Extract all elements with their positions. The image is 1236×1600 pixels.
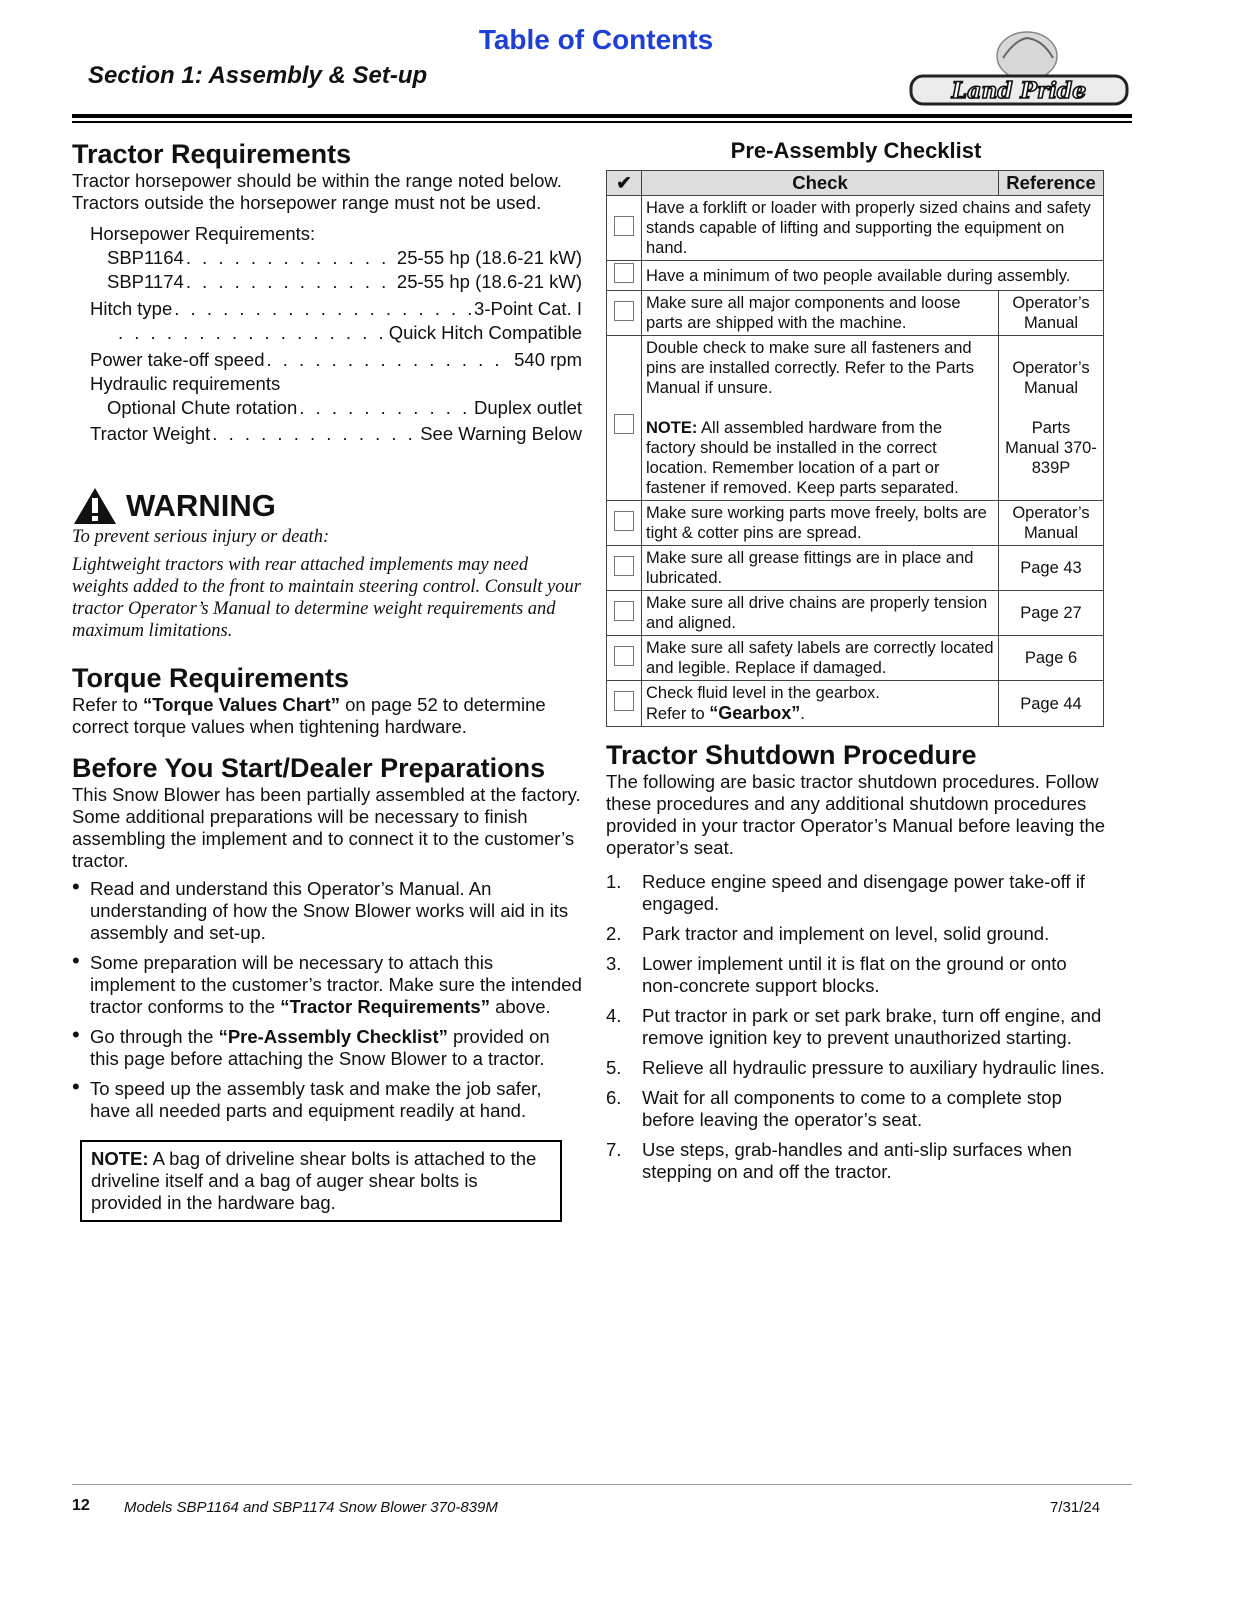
check-text-main: Double check to make sure all fasteners and pins are installed correctly. Refer to the Parts Manual if unsure.: [646, 339, 975, 397]
list-item: 1. Reduce engine speed and disengage power take-off if engaged.: [606, 871, 1085, 914]
left-column: [72, 138, 582, 1222]
list-item: • To speed up the assembly task and make the job safer, have all needed parts and equipment readily at hand.: [72, 1078, 582, 1122]
torque-text: [72, 694, 582, 738]
spec-value: Duplex outlet: [474, 397, 582, 418]
spec-row: [116, 321, 582, 345]
spec-row: [107, 396, 582, 420]
table-row: [607, 291, 1104, 336]
check-text: Have a forklift or loader with properly sized chains and safety stands capable of lifting and supporting the equipment on hand.: [642, 196, 1104, 261]
checkbox[interactable]: [614, 216, 634, 236]
list-item: 2. Park tractor and implement on level, solid ground.: [606, 923, 1050, 944]
tractor-requirements-intro: Tractor horsepower should be within the range noted below. Tractors outside the horsepower range must not be used.: [72, 170, 562, 213]
header-rule-thin: [72, 121, 1132, 123]
check-text: Make sure working parts move freely, bolts are tight & cotter pins are spread.: [642, 501, 999, 546]
spec-value: 540 rpm: [514, 349, 582, 370]
logo-text: Land Pride: [951, 78, 1087, 104]
checkbox[interactable]: [614, 601, 634, 621]
pre-assembly-checklist-link[interactable]: “Pre-Assembly Checklist”: [218, 1026, 448, 1047]
check-text: [642, 336, 999, 501]
spec-value: 3-Point Cat. I: [474, 298, 582, 319]
reference-note: Parts Manual 370-839P: [1005, 419, 1097, 477]
reference-text: [999, 336, 1104, 501]
checkbox[interactable]: [614, 414, 634, 434]
reference-text: Operator’s Manual: [999, 291, 1104, 336]
check-text: Make sure all drive chains are properly tension and aligned.: [642, 591, 999, 636]
reference-column-header: Reference: [999, 171, 1104, 196]
table-header-row: [607, 171, 1104, 196]
spec-label: Optional Chute rotation: [107, 397, 298, 418]
section-title: Section 1: Assembly & Set-up: [88, 62, 428, 89]
warning-triangle-icon: [72, 486, 118, 526]
check-mark-header: ✔: [607, 171, 642, 196]
table-row: [607, 546, 1104, 591]
check-text: Make sure all safety labels are correctly located and legible. Replace if damaged.: [642, 636, 999, 681]
list-item: • Read and understand this Operator’s Manual. An understanding of how the Snow Blower works will aid in its assembly and set-up.: [72, 878, 582, 944]
table-row: [607, 261, 1104, 291]
tractor-requirements-heading: Tractor Requirements: [72, 139, 352, 169]
header-rule: [72, 114, 1132, 118]
table-row: [607, 196, 1104, 261]
footer-model: Models SBP1164 and SBP1174 Snow Blower 370-839M: [124, 1499, 498, 1516]
list-item: 4. Put tractor in park or set park brake, turn off engine, and remove ignition key to prevent unauthorized starting.: [606, 1005, 1102, 1048]
reference-link[interactable]: Page 44: [999, 681, 1104, 727]
checkbox[interactable]: [614, 301, 634, 321]
torque-heading: Torque Requirements: [72, 663, 350, 693]
list-item: 5. Relieve all hydraulic pressure to auxiliary hydraulic lines.: [606, 1057, 1105, 1078]
warning-title: WARNING: [126, 488, 276, 523]
tractor-requirements-link[interactable]: “Tractor Requirements”: [280, 996, 490, 1017]
spec-label: Power take-off speed: [90, 349, 265, 370]
shutdown-steps: [606, 871, 1106, 1183]
spec-value: Quick Hitch Compatible: [388, 322, 582, 343]
warning-header: [72, 486, 582, 526]
list-item: 6. Wait for all components to come to a complete stop before leaving the operator’s seat.: [606, 1087, 1062, 1130]
warning-body: Lightweight tractors with rear attached implements may need weights added to the front to maintain steering control. Consult your tractor Operator’s Manual to determine weight requirements and maximum limitations.: [72, 555, 581, 641]
table-row: [607, 336, 1104, 501]
spec-value: 25-55 hp (18.6-21 kW): [396, 271, 582, 292]
list-item: • Go through the “Pre-Assembly Checklist” provided on this page before attaching the Snow Blower to a tractor.: [72, 1026, 582, 1070]
table-row: [607, 501, 1104, 546]
reference-link[interactable]: Page 6: [999, 636, 1104, 681]
checklist-title: Pre-Assembly Checklist: [730, 138, 982, 163]
checkbox[interactable]: [614, 691, 634, 711]
list-item: 7. Use steps, grab-handles and anti-slip surfaces when stepping on and off the tractor.: [606, 1139, 1072, 1182]
spec-row: [107, 246, 582, 270]
table-row: [607, 636, 1104, 681]
check-note: NOTE: All assembled hardware from the factory should be installed in the correct location. Remember location of a part or fastener if removed. Keep parts separated.: [646, 419, 959, 497]
check-text: Have a minimum of two people available during assembly.: [642, 261, 1104, 291]
checkbox[interactable]: [614, 511, 634, 531]
note-box: [80, 1140, 562, 1222]
spec-row: [107, 270, 582, 294]
table-row: [607, 681, 1104, 727]
spec-list: [90, 222, 582, 446]
gearbox-link[interactable]: “Gearbox”: [709, 703, 801, 723]
page-number: 12: [72, 1497, 90, 1514]
spec-value: 25-55 hp (18.6-21 kW): [396, 247, 582, 268]
list-item: 3. Lower implement until it is flat on the ground or onto non-concrete support blocks.: [606, 953, 1067, 996]
right-column: [606, 138, 1106, 1191]
spec-label: SBP1174: [107, 271, 184, 292]
reference-text: Operator’s Manual: [999, 501, 1104, 546]
spec-label: Tractor Weight: [90, 423, 211, 444]
check-column-header: Check: [642, 171, 999, 196]
spec-label: Hitch type: [90, 298, 173, 319]
footer-rule: [72, 1484, 1132, 1485]
reference-link[interactable]: Page 43: [999, 546, 1104, 591]
spec-row: [90, 422, 582, 446]
table-of-contents-link[interactable]: Table of Contents: [478, 24, 714, 55]
list-item: • Some preparation will be necessary to attach this implement to the customer’s tractor. Make sure the intended tractor conforms to the “Tractor Requirements” above.: [72, 952, 582, 1018]
check-text: Make sure all grease fittings are in place and lubricated.: [642, 546, 999, 591]
before-start-intro: This Snow Blower has been partially assembled at the factory. Some additional preparations will be necessary to finish assembling the implement and to connect it to the customer’s tractor.: [72, 784, 581, 871]
torque-text-before: Refer to: [72, 694, 143, 715]
land-pride-logo: [905, 28, 1133, 112]
spec-label: SBP1164: [107, 247, 184, 268]
note-label: NOTE:: [91, 1148, 149, 1169]
shutdown-heading: Tractor Shutdown Procedure: [606, 740, 977, 770]
spec-row: [90, 297, 582, 321]
footer-date: 7/31/24: [1050, 1499, 1101, 1516]
checkbox[interactable]: [614, 646, 634, 666]
torque-values-chart-link[interactable]: “Torque Values Chart”: [142, 694, 340, 715]
reference-link[interactable]: Page 27: [999, 591, 1104, 636]
pre-assembly-checklist-table: [606, 170, 1104, 727]
torque-text-after: on page 52 to determine correct torque values when tightening hardware.: [72, 694, 546, 737]
before-start-bullets: [72, 878, 582, 1122]
hp-requirements-label: Horsepower Requirements:: [90, 223, 316, 244]
reference-main: Operator’s Manual: [1012, 359, 1090, 397]
spec-value: See Warning Below: [420, 423, 582, 444]
spec-row: [90, 348, 582, 372]
before-start-heading: Before You Start/Dealer Preparations: [72, 753, 546, 783]
check-text: Make sure all major components and loose parts are shipped with the machine.: [642, 291, 999, 336]
table-row: [607, 591, 1104, 636]
shutdown-intro: The following are basic tractor shutdown procedures. Follow these procedures and any additional shutdown procedures provided in your tractor Operator’s Manual before leaving the operator’s seat.: [606, 771, 1106, 858]
checkbox[interactable]: [614, 556, 634, 576]
checkbox[interactable]: [614, 263, 634, 283]
warning-subtitle: To prevent serious injury or death:: [72, 527, 330, 547]
check-text: Check fluid level in the gearbox. Refer to “Gearbox”.: [642, 681, 999, 727]
note-text: A bag of driveline shear bolts is attached to the driveline itself and a bag of auger shear bolts is provided in the hardware bag.: [91, 1148, 537, 1213]
hydraulic-requirements-label: Hydraulic requirements: [90, 373, 281, 394]
